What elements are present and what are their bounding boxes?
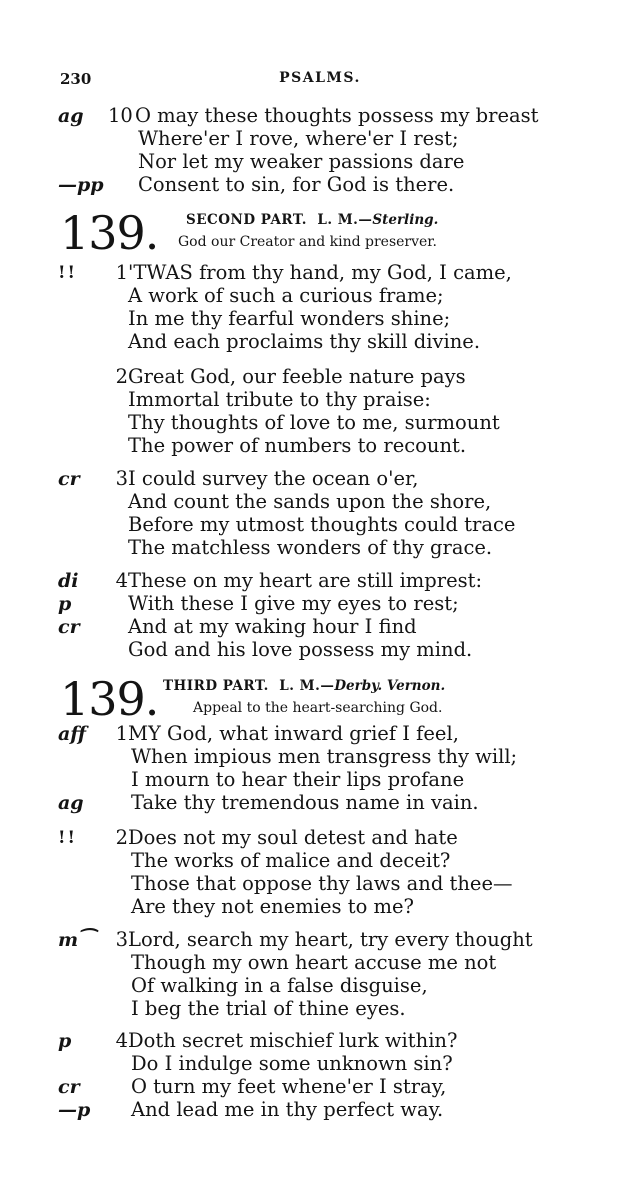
dynamic-mark: !!	[58, 828, 77, 848]
hymn-number: 139.	[60, 206, 159, 260]
verse-text: Take thy tremendous name in vain.	[131, 790, 479, 814]
verse-line	[0, 745, 640, 769]
verse-text: I beg the trial of thine eyes.	[131, 996, 406, 1020]
verse-text: And count the sands upon the shore,	[128, 489, 492, 513]
verse-text: Before my utmost thoughts could trace	[128, 512, 516, 536]
verse-text: Doth secret mischief lurk within?	[128, 1029, 458, 1052]
stanza-number: 1	[115, 722, 128, 745]
verse-line	[0, 284, 640, 308]
verse-text: God and his love possess my mind.	[128, 637, 473, 661]
page-header	[0, 70, 640, 90]
verse-line	[0, 569, 640, 593]
verse-line	[0, 615, 640, 639]
verse-text: Though my own heart accuse me not	[131, 950, 497, 974]
hymn-subtitle: Appeal to the heart-searching God.	[193, 700, 443, 716]
verse-line	[0, 791, 640, 815]
dynamic-mark: m⁀	[58, 929, 94, 951]
dynamic-mark: aff	[58, 723, 87, 745]
hymn-meter: L. M.—	[279, 678, 335, 694]
verse-text: And each proclaims thy skill divine.	[128, 329, 481, 353]
hymn-tune: Derby. Vernon.	[334, 678, 446, 694]
hymn-tune: Sterling.	[372, 212, 439, 228]
verse-line	[0, 592, 640, 616]
verse-text: Consent to sin, for God is there.	[138, 172, 455, 196]
verse-line	[0, 365, 640, 389]
hymn-part-heading	[186, 212, 438, 228]
verse-text: O turn my feet whene'er I stray,	[131, 1074, 447, 1098]
stanza-number: 4	[115, 1029, 128, 1052]
verse-text: Thy thoughts of love to me, surmount	[128, 410, 500, 434]
verse-text: Do I indulge some unknown sin?	[131, 1051, 453, 1075]
stanza-number: 10	[108, 104, 133, 127]
verse-line	[0, 127, 640, 151]
dynamic-mark: cr	[58, 468, 80, 490]
verse-line	[0, 849, 640, 873]
stanza-number: 1	[115, 261, 128, 284]
verse-line	[0, 173, 640, 197]
verse-text: Of walking in a false disguise,	[131, 973, 428, 997]
verse-line	[0, 307, 640, 331]
dynamic-mark: —pp	[58, 173, 104, 196]
verse-text: Nor let my weaker passions dare	[138, 149, 465, 173]
verse-text: Immortal tribute to thy praise:	[128, 387, 431, 411]
verse-line	[0, 1098, 640, 1122]
stanza-number: 4	[115, 569, 128, 592]
verse-text: The power of numbers to recount.	[128, 433, 467, 457]
verse-line	[0, 434, 640, 458]
hymn-part-heading	[163, 678, 445, 694]
dynamic-mark: di	[58, 570, 79, 592]
verse-text: Where'er I rove, where'er I rest;	[138, 126, 459, 150]
hymn-number: 139.	[60, 672, 159, 726]
verse-line	[0, 1029, 640, 1053]
hymn-subtitle: God our Creator and kind preserver.	[178, 234, 437, 250]
hymn-part-label: THIRD PART.	[163, 678, 269, 694]
hymn-part-label: SECOND PART.	[186, 212, 307, 228]
verse-text: And at my waking hour I find	[128, 614, 417, 638]
verse-text: In me thy fearful wonders shine;	[128, 306, 451, 330]
verse-line	[0, 895, 640, 919]
verse-line	[0, 536, 640, 560]
stanza-number: 2	[115, 826, 128, 849]
verse-line	[0, 1052, 640, 1076]
verse-line	[0, 411, 640, 435]
dynamic-mark: ag	[58, 105, 84, 127]
stanza-number: 3	[115, 928, 128, 951]
verse-text: A work of such a curious frame;	[128, 283, 444, 307]
verse-line	[0, 974, 640, 998]
verse-text: When impious men transgress thy will;	[131, 744, 518, 768]
verse-text: Great God, our feeble nature pays	[128, 365, 466, 388]
dynamic-mark: cr	[58, 1075, 80, 1098]
hymn-header	[0, 206, 640, 260]
verse-line	[0, 928, 640, 952]
verse-line	[0, 722, 640, 746]
verse-text: The works of malice and deceit?	[131, 848, 451, 872]
verse-line	[0, 997, 640, 1021]
page-number: 230	[60, 70, 92, 88]
verse-text: And lead me in thy perfect way.	[131, 1097, 444, 1121]
verse-line	[0, 388, 640, 412]
verse-text: Lord, search my heart, try every thought	[128, 928, 533, 951]
verse-line	[0, 104, 640, 128]
verse-text: Those that oppose thy laws and thee—	[131, 871, 513, 895]
verse-line	[0, 1075, 640, 1099]
verse-text: O may these thoughts possess my breast	[135, 104, 539, 127]
verse-line	[0, 261, 640, 285]
verse-text: These on my heart are still imprest:	[128, 569, 483, 592]
verse-line	[0, 638, 640, 662]
verse-text: I could survey the ocean o'er,	[128, 467, 419, 490]
stanza-number: 3	[115, 467, 128, 490]
verse-line	[0, 150, 640, 174]
dynamic-mark: p	[58, 1030, 72, 1052]
verse-line	[0, 467, 640, 491]
verse-line	[0, 490, 640, 514]
dynamic-mark: —p	[58, 1098, 91, 1121]
dynamic-mark: ag	[58, 791, 84, 814]
verse-line	[0, 330, 640, 354]
verse-text: I mourn to hear their lips profane	[131, 767, 465, 791]
verse-text: The matchless wonders of thy grace.	[128, 535, 493, 559]
hymn-meter: L. M.—	[317, 212, 373, 228]
verse-line	[0, 951, 640, 975]
running-title: PSALMS.	[279, 70, 361, 86]
verse-text: With these I give my eyes to rest;	[128, 591, 459, 615]
stanza-number: 2	[115, 365, 128, 388]
dynamic-mark: cr	[58, 615, 80, 638]
hymn-header	[0, 672, 640, 726]
verse-line	[0, 513, 640, 537]
dynamic-mark: p	[58, 592, 72, 615]
verse-text: 'TWAS from thy hand, my God, I came,	[128, 261, 512, 284]
verse-line	[0, 872, 640, 896]
verse-line	[0, 768, 640, 792]
dynamic-mark: !!	[58, 263, 77, 283]
verse-text: Does not my soul detest and hate	[128, 826, 458, 849]
verse-line	[0, 826, 640, 850]
verse-text: Are they not enemies to me?	[131, 894, 414, 918]
verse-text: MY God, what inward grief I feel,	[128, 722, 459, 745]
